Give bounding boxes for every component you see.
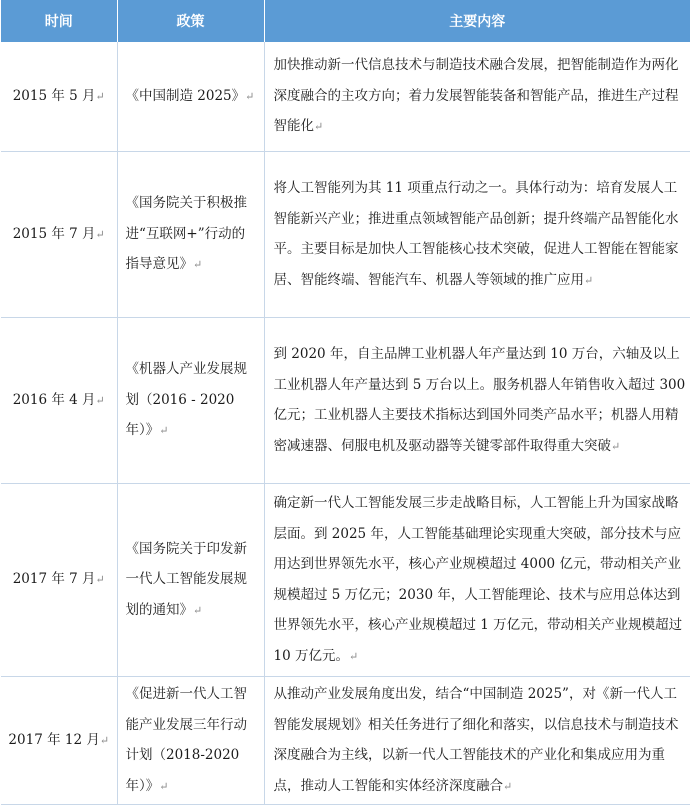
paragraph-mark: ↵ xyxy=(245,89,255,103)
paragraph-mark: ↵ xyxy=(611,439,621,453)
policy-text: 《国务院关于积极推进“互联网+”行动的指导意见》 xyxy=(125,195,247,273)
content-text: 到 2020 年，自主品牌工业机器人年产量达到 10 万台，六轴及以上工业机器人年产量达到 5 万台以上。服务机器人年销售收入超过 300 亿元；工业机器人主要技术指标达到国外同类产品水平；机器人用精密减速器、伺服电机及驱动器等关键零部件取得重大突破 xyxy=(273,346,686,454)
policy-text: 《中国制造 2025》 xyxy=(125,87,246,104)
content-text: 加快推动新一代信息技术与制造技术融合发展，把智能制造作为两化深度融合的主攻方向；着力发展智能装备和智能产品，推进生产过程智能化 xyxy=(273,57,679,135)
policy-text: 《促进新一代人工智能产业发展三年行动计划（2018-2020 年）》 xyxy=(125,686,247,794)
time-text: 2015 年 7 月 xyxy=(12,225,96,242)
row-content xyxy=(264,484,690,677)
paragraph-mark: ↵ xyxy=(99,733,110,747)
time-text: 2016 年 4 月 xyxy=(12,391,96,408)
row-policy xyxy=(117,484,264,677)
row-content xyxy=(264,318,690,484)
row-time xyxy=(1,318,117,484)
row-time xyxy=(1,152,117,318)
paragraph-mark: ↵ xyxy=(503,779,513,793)
header-time: 时间 xyxy=(1,0,117,42)
policy-text: 《机器人产业发展规划（2016 - 2020 年）》 xyxy=(125,361,247,439)
paragraph-mark: ↵ xyxy=(159,779,169,793)
time-text: 2017 年 7 月 xyxy=(12,571,96,588)
content-text: 将人工智能列为其 11 项重点行动之一。具体行动为：培育发展人工智能新兴产业；推进重点领域智能产品创新；提升终端产品智能化水平。主要目标是加快人工智能核心技术突破，促进人工智能在智能家居、智能终端、智能汽车、机器人等领域的推广应用 xyxy=(273,180,679,288)
content-text: 从推动产业发展角度出发，结合“中国制造 2025”，对《新一代人工智能发展规划》相关任务进行了细化和落实，以信息技术与制造技术深度融合为主线，以新一代人工智能技术的产业化和集成应用为重点，推动人工智能和实体经济深度融合 xyxy=(273,686,679,794)
row-time xyxy=(1,42,117,152)
table-row xyxy=(1,152,690,318)
paragraph-mark: ↵ xyxy=(193,603,203,617)
table-row xyxy=(1,677,690,805)
paragraph-mark: ↵ xyxy=(159,424,169,438)
content-text: 确定新一代人工智能发展三步走战略目标，人工智能上升为国家战略层面。到 2025 年，人工智能基础理论实现重大突破，部分技术与应用达到世界领先水平，核心产业规模超过 4000 亿元，带动相关产业规模超过 5 万亿元；2030 年，人工智能理论、技术与应用总体达到世界领先水平，核心产业规模超过 1 万亿元，带动相关产业规模超过 10 万亿元。 xyxy=(273,495,683,664)
policy-text: 《国务院关于印发新一代人工智能发展规划的通知》 xyxy=(125,540,247,618)
row-policy xyxy=(117,318,264,484)
table-row xyxy=(1,484,690,677)
policy-table xyxy=(1,0,690,805)
row-content xyxy=(264,677,690,805)
paragraph-mark: ↵ xyxy=(95,393,105,407)
row-policy xyxy=(117,42,264,152)
paragraph-mark: ↵ xyxy=(348,649,359,663)
table-row xyxy=(1,318,690,484)
time-text: 2015 年 5 月 xyxy=(12,87,96,104)
table-row xyxy=(1,42,690,152)
paragraph-mark: ↵ xyxy=(314,120,324,134)
paragraph-mark: ↵ xyxy=(95,89,105,103)
paragraph-mark: ↵ xyxy=(95,227,105,241)
header-policy: 政策 xyxy=(117,0,264,42)
paragraph-mark: ↵ xyxy=(95,573,105,587)
table-header-row xyxy=(1,0,690,42)
row-content xyxy=(264,42,690,152)
time-text: 2017 年 12 月 xyxy=(8,731,100,748)
row-policy xyxy=(117,677,264,805)
row-policy xyxy=(117,152,264,318)
row-content xyxy=(264,152,690,318)
paragraph-mark: ↵ xyxy=(193,258,203,272)
header-content: 主要内容 xyxy=(264,0,690,42)
paragraph-mark: ↵ xyxy=(584,273,594,287)
row-time xyxy=(1,677,117,805)
row-time xyxy=(1,484,117,677)
